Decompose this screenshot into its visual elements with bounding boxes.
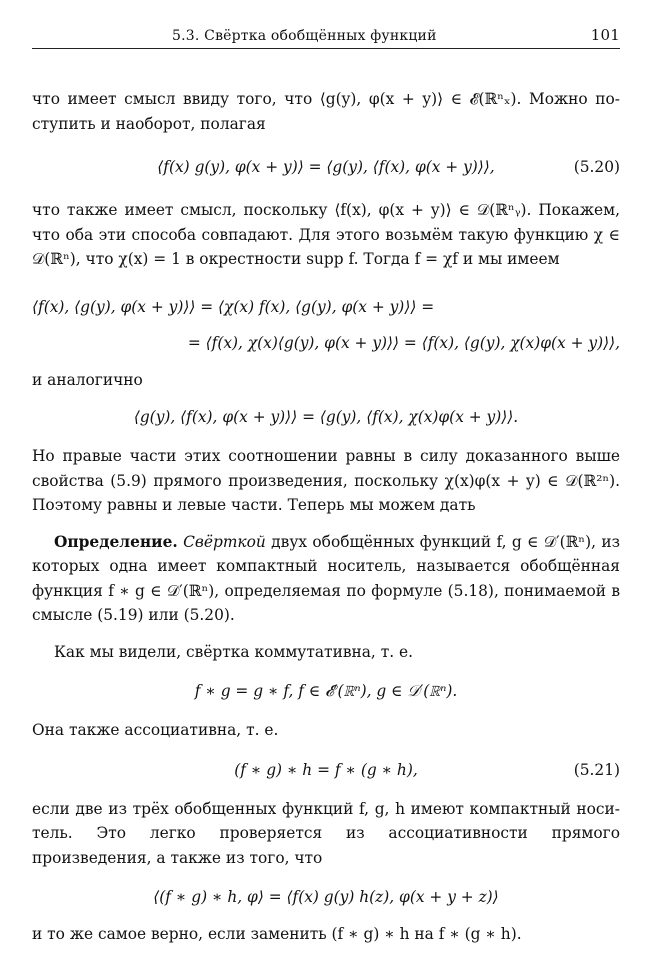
paragraph-4: Но правые части этих соотношении равны в силу доказанного выше свойства (5.9) прямого произведения, поскольку χ(x)φ(x + y) ∈ 𝒟(ℝ²ⁿ). Поэтому равны и левые части. Теперь мы можем дать	[32, 447, 620, 514]
paragraph-8: и то же самое верно, если заменить (f ∗ g) ∗ h на f ∗ (g ∗ h).	[32, 925, 522, 943]
equation-block-a	[32, 294, 620, 356]
paragraph-3: и аналогично	[32, 370, 143, 389]
paragraph-1: что имеет смысл ввиду того, что ⟨g(y), φ(x + y)⟩ ∈ 𝓔(ℝⁿₓ). Можно по-ступить и наоборот, полагая	[32, 90, 620, 133]
equation-d: ⟨(f ∗ g) ∗ h, φ⟩ = ⟨f(x) g(y) h(z), φ(x + y + z)⟩	[153, 888, 499, 906]
equation-5-20-number: (5.20)	[573, 158, 620, 176]
equation-c: f ∗ g = g ∗ f, f ∈ 𝓔′(ℝⁿ), g ∈ 𝒟′(ℝⁿ).	[194, 682, 458, 700]
definition-paragraph	[32, 530, 620, 628]
paragraph-7: если две из трёх обобщенных функций f, g, h имеют компактный носи-тель. Это легко проверяется из ассоциативности прямого произведения, а также из того, что	[32, 799, 620, 867]
equation-a-line-2: = ⟨f(x), χ(x)⟨g(y), φ(x + y)⟩⟩ = ⟨f(x), ⟨g(y), χ(x)φ(x + y)⟩⟩,	[187, 333, 620, 352]
section-title: 5.3. Свёртка обобщённых функций	[172, 28, 437, 44]
definition-term: Свёрткой	[183, 532, 266, 551]
definition-label: Определение.	[54, 532, 178, 551]
paragraph-5: Как мы видели, свёртка коммутативна, т. е.	[54, 642, 414, 661]
running-header	[32, 22, 620, 49]
equation-5-20-body: ⟨f(x) g(y), φ(x + y)⟩ = ⟨g(y), ⟨f(x), φ(x + y)⟩⟩,	[157, 158, 495, 176]
equation-5-21-number: (5.21)	[573, 760, 620, 779]
equation-b: ⟨g(y), ⟨f(x), φ(x + y)⟩⟩ = ⟨g(y), ⟨f(x), χ(x)φ(x + y)⟩⟩.	[133, 408, 519, 426]
definition-text: двух обобщённых функций f, g ∈ 𝒟′(ℝⁿ), из которых одна имеет компактный носитель, называется обобщённая функция f ∗ g ∈ 𝒟′(ℝⁿ), определяемая по формуле (5.18), понимаемой в смысле (5.19) или (5.20).	[32, 532, 620, 624]
equation-5-21-body: (f ∗ g) ∗ h = f ∗ (g ∗ h),	[234, 760, 418, 779]
paragraph-6: Она также ассоциативна, т. е.	[32, 721, 279, 739]
equation-5-20	[32, 154, 620, 180]
page	[32, 22, 620, 947]
page-number: 101	[590, 26, 620, 44]
paragraph-2: что также имеет смысл, поскольку ⟨f(x), φ(x + y)⟩ ∈ 𝒟(ℝⁿᵧ). Покажем, что оба эти способа совпадают. Для этого возьмём такую функцию χ ∈ 𝒟(ℝⁿ), что χ(x) = 1 в окрестности supp f. Тогда f = χf и мы имеем	[32, 201, 620, 268]
equation-a-line-1: ⟨f(x), ⟨g(y), φ(x + y)⟩⟩ = ⟨χ(x) f(x), ⟨g(y), φ(x + y)⟩⟩ =	[32, 297, 435, 316]
equation-5-21	[32, 757, 620, 783]
